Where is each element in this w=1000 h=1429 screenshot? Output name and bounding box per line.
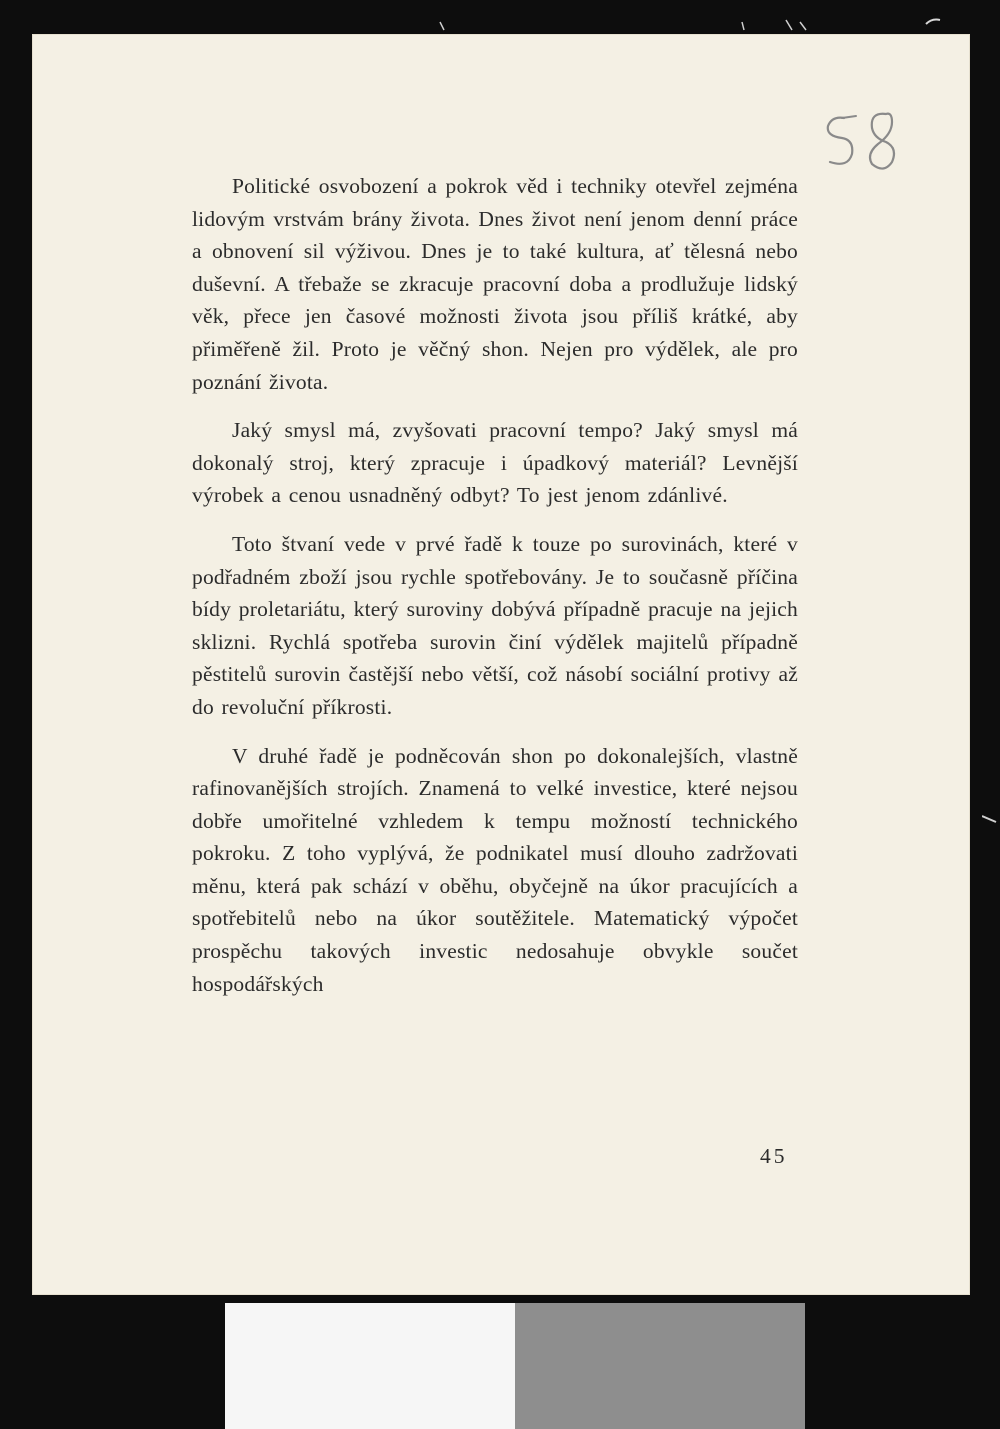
scan-edge-mark-right xyxy=(982,808,1000,838)
calibration-strip-black xyxy=(805,1303,1000,1429)
page-number: 45 xyxy=(760,1144,788,1168)
paragraph-2: Jaký smysl má, zvyšovati pracovní tempo? Jaký smysl má dokonalý stroj, který zpracuje i úpadkový materiál? Levnější výrobek a cenou usnadněný odbyt? To jest jenom zdánlivé. xyxy=(192,418,798,508)
handwritten-folio-number xyxy=(812,92,912,182)
calibration-strip-white xyxy=(225,1303,515,1429)
paragraph-4: V druhé řadě je podněcován shon po dokonalejších, vlastně rafinovanějších strojích. Znamená to velké investice, které nejsou dobře umořitelné vzhledem k tempu možností technického pokroku. Z toho vyplývá, že podnikatel musí dlouho zadržovati měnu, která pak schází v oběhu, obyčejně na úkor pracujících a spotřebitelů nebo na úkor soutěžitele. Matematický výpočet prospěchu takových investic nedosahuje obvykle součet hospodářských xyxy=(192,743,798,996)
paragraph-3: Toto štvaní vede v prvé řadě k touze po surovinách, které v podřadném zboží jsou rychle spotřebovány. Je to současně příčina bídy proletariátu, který suroviny dobývá případně pracuje na jejich sklizni. Rychlá spotřeba surovin činí výdělek majitelů případně pěstitelů surovin častější nebo větší, což násobí sociální protivy až do revoluční příkrosti. xyxy=(192,531,798,719)
document-page xyxy=(32,34,970,1295)
paragraph-1: Politické osvobození a pokrok věd i techniky otevřel zejména lidovým vrstvám brány života. Dnes život není jenom denní práce a obnovení sil výživou. Dnes je to také kultura, ať tělesná nebo duševní. A třebaže se zkracuje pracovní doba a prodlužuje lidský věk, přece jen časové možnosti života jsou příliš krátké, aby přiměřeně žil. Proto je věčný shon. Nejen pro výdělek, ale pro poznání života. xyxy=(192,174,798,394)
calibration-strip-gray xyxy=(515,1303,805,1429)
body-text xyxy=(192,170,798,1016)
scan-edge-marks xyxy=(0,0,1000,34)
